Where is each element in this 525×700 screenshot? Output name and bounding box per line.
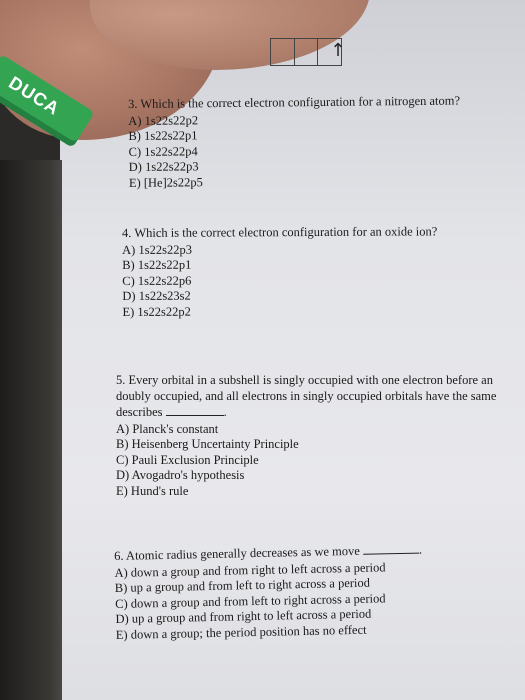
option-d: D) 1s22s22p3 xyxy=(128,159,199,174)
question-5 xyxy=(116,373,525,499)
question-stem: 4. Which is the correct electron configuration for an oxide ion? xyxy=(122,224,438,240)
option-c: C) 1s22s22p6 xyxy=(122,273,192,288)
option-e: E) down a group; the period position has no effect xyxy=(115,622,367,642)
option-a: A) 1s22s22p2 xyxy=(128,112,199,128)
question-stem: 3. Which is the correct electron configuration for a nitrogen atom? xyxy=(128,93,461,111)
option-b: B) 1s22s22p1 xyxy=(128,128,198,143)
question-stem xyxy=(116,404,525,421)
option-b: B) 1s22s22p1 xyxy=(122,257,192,272)
question-stem: doubly occupied, and all electrons in singly occupied orbitals have the same xyxy=(116,388,497,403)
question-stem-end: . xyxy=(418,542,423,557)
question-4 xyxy=(122,224,438,320)
option-e: E) [He]2s22p5 xyxy=(128,174,203,190)
option-c: C) Pauli Exclusion Principle xyxy=(116,452,259,467)
wristband-text: DUCA xyxy=(5,72,64,120)
option-c: C) 1s22s22p4 xyxy=(128,143,198,159)
answer-box-cell xyxy=(295,39,319,65)
option-b: B) up a group and from left to right across a period xyxy=(114,575,371,595)
option-e: E) Hund's rule xyxy=(116,483,189,498)
question-3 xyxy=(128,94,461,191)
answer-box-cell xyxy=(271,39,295,65)
option-a: A) down a group and from right to left across a period xyxy=(114,559,386,580)
answer-box-cell xyxy=(318,39,346,65)
answer-blank xyxy=(166,404,224,416)
sleeve xyxy=(0,160,62,700)
question-stem: 5. Every orbital in a subshell is singly occupied with one electron before an xyxy=(116,373,493,387)
up-arrow-icon: ↑ xyxy=(330,40,346,61)
option-d: D) 1s22s23s2 xyxy=(122,288,191,303)
question-6 xyxy=(114,542,424,643)
question-stem-text: 6. Atomic radius generally decreases as we move xyxy=(114,543,361,563)
answer-blank xyxy=(363,542,419,555)
option-e: E) 1s22s22p2 xyxy=(122,304,191,319)
answer-box xyxy=(270,38,346,66)
option-c: C) down a group and from left to right across a period xyxy=(115,590,386,611)
option-a: A) Planck's constant xyxy=(116,421,219,436)
question-stem-end: . xyxy=(223,405,227,419)
option-d: D) Avogadro's hypothesis xyxy=(116,468,245,482)
option-b: B) Heisenberg Uncertainty Principle xyxy=(116,437,299,451)
question-stem-text: describes xyxy=(116,405,163,419)
option-d: D) up a group and from right to left across a period xyxy=(115,606,372,626)
option-a: A) 1s22s22p3 xyxy=(122,242,192,257)
